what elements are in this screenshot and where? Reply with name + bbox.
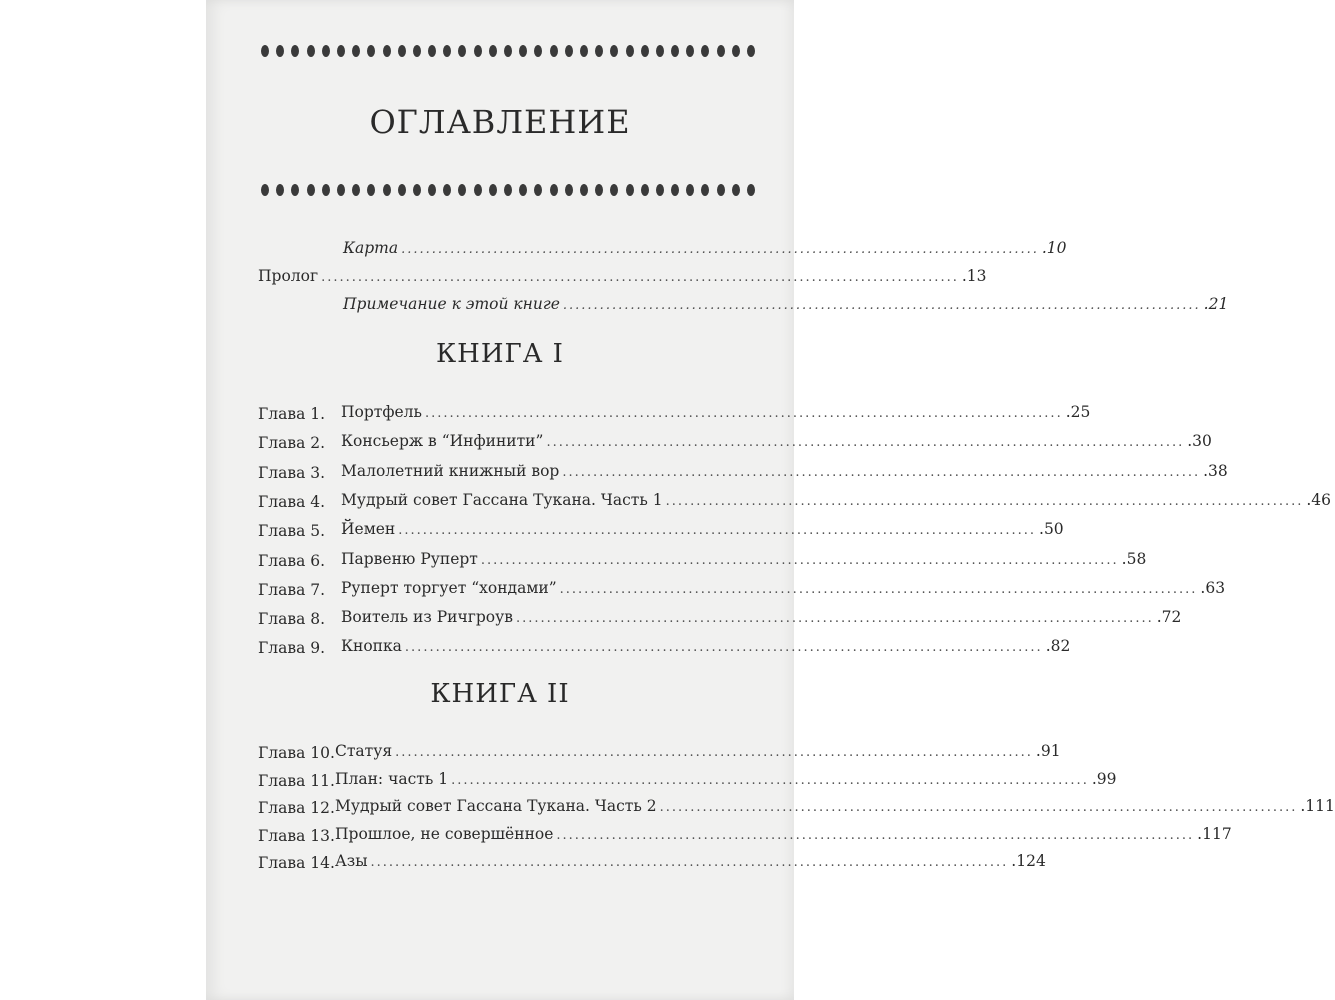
page-number: .13: [961, 267, 987, 285]
toc-chapter-entry[interactable]: [335, 797, 1335, 821]
entry-title: Примечание к этой книге: [343, 295, 560, 313]
toc-chapter-entry[interactable]: [341, 403, 1091, 427]
page-number: .91: [1035, 742, 1061, 760]
chapter-number: Глава 5.: [258, 522, 326, 541]
page-number: .124: [1011, 852, 1046, 871]
chapter-title: Кнопка: [341, 637, 402, 656]
page-number: .72: [1156, 608, 1182, 627]
dot-leader: ........................................................................................................: [404, 640, 1043, 656]
chapter-title: Парвеню Руперт: [341, 549, 478, 568]
toc-chapter-entry[interactable]: [341, 432, 1212, 456]
page-number: .25: [1065, 403, 1091, 421]
chapter-title: План: часть 1: [335, 769, 449, 788]
chapter-number: Глава 2.: [258, 434, 326, 453]
chapter-title: Азы: [335, 852, 368, 871]
dot-leader: ........................................................................................................: [659, 800, 1298, 816]
chapter-title: Прошлое, не совершённое: [335, 824, 554, 843]
chapter-number: Глава 3.: [258, 463, 326, 482]
dot-leader: ........................................................................................................: [665, 493, 1304, 509]
dot-leader: ........................................................................................................: [451, 772, 1089, 788]
toc-entry-note[interactable]: [343, 295, 1229, 319]
book-2-heading: КНИГА II: [430, 679, 570, 709]
chapter-number: Глава 10.: [258, 744, 335, 762]
dot-leader: ........................................................................................................: [559, 581, 1198, 597]
toc-chapter-entry[interactable]: [341, 549, 1147, 574]
dot-leader: ........................................................................................................: [515, 611, 1154, 627]
page-title: ОГЛАВЛЕНИЕ: [369, 103, 631, 141]
page-number: .38: [1203, 461, 1228, 480]
chapter-number: Глава 14.: [258, 854, 335, 873]
page-number: .30: [1187, 432, 1212, 451]
chapter-title: Воитель из Ричгроув: [341, 608, 513, 627]
chapter-number: Глава 6.: [258, 551, 326, 570]
toc-chapter-entry[interactable]: [341, 608, 1182, 632]
page-number: .21: [1203, 295, 1229, 313]
toc-chapter-entry[interactable]: [341, 461, 1228, 486]
dot-leader: ........................................................................................................: [562, 298, 1201, 313]
chapter-title: Портфель: [341, 403, 422, 421]
toc-chapter-entry[interactable]: [335, 769, 1117, 794]
chapter-title: Статуя: [335, 742, 393, 760]
dot-leader: ........................................................................................................: [398, 523, 1037, 539]
chapter-number: Глава 8.: [258, 610, 326, 629]
chapter-title: Руперт торгует “хондами”: [341, 578, 557, 597]
dot-leader: ........................................................................................................: [480, 552, 1119, 568]
chapter-title: Мудрый совет Гассана Тукана. Часть 2: [335, 797, 657, 816]
page-number: .111: [1300, 797, 1335, 816]
page-number: .82: [1045, 637, 1071, 656]
dot-leader: ........................................................................................................: [556, 827, 1195, 843]
page-number: .10: [1041, 239, 1067, 257]
page-number: .50: [1039, 520, 1064, 539]
dot-leader: ........................................................................................................: [562, 464, 1201, 480]
chapter-title: Консьерж в “Инфинити”: [341, 432, 544, 451]
entry-title: Пролог: [258, 267, 319, 285]
chapter-number: Глава 7.: [258, 580, 326, 599]
book-1-heading: КНИГА I: [436, 339, 564, 369]
page-number: .58: [1121, 549, 1147, 568]
chapter-number: Глава 4.: [258, 492, 326, 511]
page-number: .117: [1197, 824, 1232, 843]
page-number: .46: [1306, 490, 1332, 509]
bottom-dot-ornament: [261, 183, 755, 197]
dot-leader: ........................................................................................................: [424, 406, 1063, 421]
toc-chapter-entry[interactable]: [341, 490, 1332, 515]
toc-chapter-entry[interactable]: [341, 578, 1226, 603]
page-number: .63: [1200, 578, 1226, 597]
toc-chapter-entry[interactable]: [341, 520, 1064, 544]
dot-leader: ........................................................................................................: [370, 855, 1009, 871]
chapter-number: Глава 13.: [258, 826, 335, 845]
entry-title: Карта: [343, 239, 399, 257]
dot-leader: ........................................................................................................: [546, 435, 1185, 451]
chapter-number: Глава 1.: [258, 405, 326, 423]
toc-chapter-entry[interactable]: [335, 742, 1061, 766]
chapter-number: Глава 11.: [258, 771, 335, 790]
chapter-number: Глава 12.: [258, 799, 335, 818]
toc-chapter-entry[interactable]: [341, 637, 1071, 661]
toc-chapter-entry[interactable]: [335, 824, 1232, 849]
toc-chapter-entry[interactable]: [335, 852, 1046, 876]
page-number: .99: [1091, 769, 1117, 788]
toc-entry-map[interactable]: [343, 239, 1067, 263]
chapter-title: Малолетний книжный вор: [341, 461, 560, 480]
top-dot-ornament: [261, 44, 755, 58]
chapter-number: Глава 9.: [258, 639, 326, 658]
dot-leader: ........................................................................................................: [395, 745, 1033, 760]
chapter-title: Йемен: [341, 520, 396, 539]
dot-leader: ........................................................................................................: [321, 270, 959, 285]
toc-entry-prologue[interactable]: [258, 267, 987, 291]
chapter-title: Мудрый совет Гассана Тукана. Часть 1: [341, 490, 663, 509]
dot-leader: ........................................................................................................: [401, 242, 1039, 257]
